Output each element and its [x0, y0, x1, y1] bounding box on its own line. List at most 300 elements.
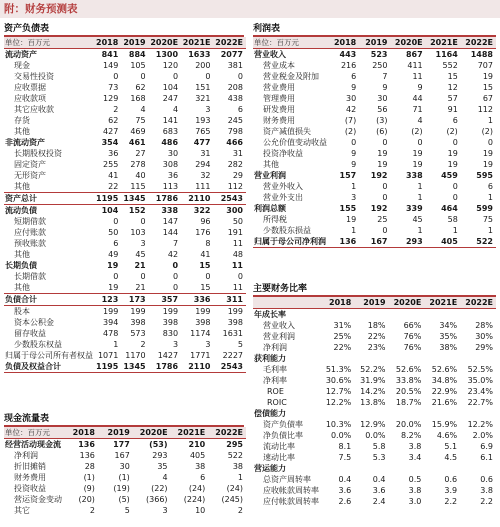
cell-value: 216: [340, 61, 357, 70]
cell-value: [389, 408, 425, 419]
cell-value: [320, 309, 354, 321]
cell-value: 278: [130, 160, 146, 169]
cell-value: 31.9%: [360, 376, 386, 385]
cell-value: 73: [108, 83, 119, 92]
cell-value: 20.5%: [395, 387, 422, 396]
cell-value: 22.9%: [431, 387, 458, 396]
cell-value: 4.6%: [436, 431, 458, 440]
cell-value: 5.1: [444, 442, 458, 451]
row-label: 年成长率: [254, 310, 286, 319]
cell-value: 115: [121, 181, 148, 193]
cell-value: 0.4: [338, 475, 352, 484]
cell-value: 282: [227, 160, 243, 169]
row-label: 应付帐款周转率: [263, 497, 319, 506]
cell-value: 9: [417, 83, 423, 92]
balance-sheet-table: [4, 37, 246, 373]
cell-value: 21: [134, 261, 146, 270]
balance-sheet-title-text: 资产负债表: [4, 24, 50, 34]
cell-value: 5.8: [372, 442, 386, 451]
cell-value: [389, 353, 425, 364]
cell-value: 18.7%: [395, 398, 422, 407]
cell-value: 427: [103, 127, 119, 136]
year-header: 2018: [94, 37, 121, 49]
table-row: [253, 192, 496, 203]
cell-value: 4: [162, 473, 168, 482]
cell-value: 13.8%: [360, 398, 386, 407]
cell-value: 1345: [121, 193, 148, 205]
cell-value: 2: [237, 506, 243, 515]
cell-value: 33.8%: [395, 376, 422, 385]
cell-value: 0: [172, 261, 179, 270]
cell-value: [354, 463, 388, 474]
cell-value: 293: [152, 451, 168, 460]
cell-value: 1170: [125, 351, 146, 360]
cell-value: 1: [487, 226, 493, 235]
row-label: 营业外支出: [263, 193, 303, 202]
year-header: 2020E: [389, 297, 425, 309]
cell-value: 798: [227, 127, 243, 136]
row-label: 应收帐款周转率: [263, 486, 319, 495]
ratios-title-text: 主要财务比率: [253, 284, 308, 294]
cell-value: 177: [113, 440, 130, 449]
cell-value: 1: [487, 193, 493, 202]
year-header: 2021E: [171, 427, 209, 439]
year-header: 2021E: [426, 37, 461, 49]
row-label: 资产减值损失: [263, 127, 311, 136]
cell-value: 10.3%: [325, 420, 352, 429]
cell-value: (22): [151, 484, 168, 493]
cell-value: 22: [94, 181, 121, 193]
cell-value: 354: [101, 138, 119, 147]
report-banner: 附：财务预测表: [0, 0, 500, 18]
cell-value: 3.8: [408, 442, 422, 451]
table-row: [253, 364, 496, 375]
cell-value: 2: [89, 506, 95, 515]
cell-value: 478: [103, 329, 119, 338]
cell-value: 19: [482, 149, 493, 158]
cell-value: 96: [200, 217, 211, 226]
table-row: [253, 397, 496, 408]
cell-value: 0: [452, 182, 458, 191]
table-header-row: [4, 37, 246, 49]
cell-value: (366): [146, 495, 168, 504]
cell-value: 111: [181, 181, 213, 193]
cell-value: 0: [382, 193, 388, 202]
cell-value: 25%: [333, 332, 352, 341]
cell-value: 8.1: [338, 442, 352, 451]
cell-value: 7: [382, 72, 388, 81]
cell-value: 398: [195, 318, 211, 327]
table-row: [4, 126, 246, 137]
row-label: 营业收入: [263, 321, 295, 330]
cell-value: 25: [377, 215, 388, 224]
cell-value: 443: [339, 50, 357, 59]
cell-value: 6: [487, 182, 493, 191]
row-label: 应付账款: [14, 228, 46, 237]
cell-value: 2: [140, 340, 146, 349]
cell-value: 1786: [149, 193, 181, 205]
cell-value: 141: [162, 116, 179, 125]
row-label: 营业利润: [263, 332, 295, 341]
cell-value: [320, 463, 354, 474]
cell-value: 15: [181, 282, 213, 294]
cell-value: 192: [370, 171, 388, 180]
row-label: 其他: [4, 282, 94, 294]
cell-value: (224): [183, 495, 206, 504]
cell-value: 19: [447, 149, 458, 158]
table-row: [4, 339, 246, 350]
cell-value: 28: [84, 462, 95, 471]
cell-value: 199: [162, 307, 179, 316]
table-row: [4, 317, 246, 328]
cell-value: 11: [232, 239, 243, 248]
table-row: [253, 236, 496, 248]
row-label: 少数股东损益: [263, 226, 311, 235]
cell-value: 12: [447, 83, 458, 92]
cell-value: 461: [128, 138, 146, 147]
cell-value: [354, 408, 388, 419]
row-label: 负债合计: [4, 294, 94, 306]
cell-value: 62: [108, 116, 119, 125]
cell-value: 841: [101, 50, 119, 59]
row-label: 固定资产: [14, 160, 46, 169]
cell-value: 469: [130, 127, 146, 136]
cell-value: 31: [200, 149, 211, 158]
cell-value: 112: [477, 105, 493, 114]
table-row: [4, 472, 246, 483]
cell-value: 1345: [121, 361, 148, 373]
row-label: 财务费用: [263, 116, 295, 125]
cell-value: 52.2%: [360, 365, 386, 374]
cell-value: (2): [446, 127, 458, 136]
cell-value: 405: [426, 236, 461, 248]
cell-value: 75: [135, 116, 146, 125]
cell-value: 49: [108, 250, 119, 259]
cell-value: 193: [195, 116, 211, 125]
cell-value: 293: [390, 236, 425, 248]
cell-value: 42: [167, 250, 179, 259]
table-row: [4, 294, 246, 306]
cell-value: (5): [118, 495, 130, 504]
cell-value: 136: [328, 236, 359, 248]
cell-value: 0: [452, 138, 458, 147]
table-row: [4, 205, 246, 217]
table-row: [4, 306, 246, 318]
cell-value: 12.2%: [467, 420, 493, 429]
table-row: [4, 148, 246, 159]
cell-value: 0.5: [408, 475, 422, 484]
table-row: [253, 159, 496, 170]
row-label: 财务费用: [14, 473, 46, 482]
cell-value: 45: [135, 250, 146, 259]
table-row: [4, 439, 246, 451]
row-label: 现金: [14, 61, 30, 70]
cell-value: 1771: [190, 351, 211, 360]
table-row: [253, 463, 496, 474]
cell-value: 595: [476, 171, 493, 180]
table-row: [253, 104, 496, 115]
year-header: 2018: [320, 297, 354, 309]
table-row: [4, 216, 246, 227]
cell-value: 884: [128, 50, 146, 59]
cell-value: 2.6: [338, 497, 352, 506]
cell-value: 295: [226, 440, 243, 449]
cashflow-title: [4, 411, 49, 424]
row-label: 其他: [263, 160, 279, 169]
income-statement-table: [253, 37, 496, 248]
cell-value: 765: [195, 127, 211, 136]
cell-value: 0: [140, 272, 146, 281]
cell-value: 58: [447, 215, 458, 224]
cell-value: 3: [140, 239, 146, 248]
cell-value: 1071: [97, 351, 119, 360]
table-row: [4, 461, 246, 472]
cell-value: 91: [447, 105, 458, 114]
unit-label: 单位：百万元: [4, 427, 63, 439]
cell-value: 19: [94, 282, 121, 294]
row-label: 其他: [4, 181, 94, 193]
cell-value: 30: [167, 149, 179, 158]
row-label: 净负债比率: [263, 431, 303, 440]
cell-value: 35%: [439, 332, 458, 341]
row-label: 归属于母公司所有者权益: [5, 351, 93, 360]
cell-value: 67: [482, 94, 493, 103]
cell-value: 199: [103, 307, 119, 316]
cell-value: 5.3: [372, 453, 386, 462]
cell-value: 1: [351, 182, 357, 191]
cell-value: 136: [78, 440, 95, 449]
cell-value: 321: [195, 94, 211, 103]
cell-value: 6.9: [480, 442, 493, 451]
cell-value: 22.7%: [467, 398, 493, 407]
row-label: 存货: [14, 116, 30, 125]
table-row: [4, 93, 246, 104]
cell-value: [354, 309, 388, 321]
cell-value: 1427: [157, 351, 179, 360]
cell-value: 45: [412, 215, 423, 224]
cell-value: 464: [441, 204, 458, 213]
cell-value: 75: [482, 215, 493, 224]
cell-value: 19: [377, 160, 388, 169]
cell-value: 3.8: [408, 486, 422, 495]
table-row: [4, 238, 246, 249]
cell-value: 1195: [94, 361, 121, 373]
cell-value: 176: [195, 228, 211, 237]
table-row: [253, 375, 496, 386]
row-label: 长期借款: [14, 272, 46, 281]
row-label: 投资净收益: [263, 149, 303, 158]
cell-value: 168: [130, 94, 146, 103]
year-header: 2018: [63, 427, 98, 439]
unit-label: 单位：百万元: [253, 37, 328, 49]
cell-value: (2): [481, 127, 493, 136]
cell-value: 459: [441, 171, 458, 180]
table-row: [4, 193, 246, 205]
cell-value: 6: [351, 72, 357, 81]
table-row: [4, 271, 246, 282]
cell-value: 113: [149, 181, 181, 193]
cell-value: 0: [113, 72, 119, 81]
cell-value: 155: [339, 204, 357, 213]
ratios-table: [253, 297, 496, 507]
year-header: 2022E: [461, 37, 496, 49]
cell-value: (7): [344, 116, 357, 125]
cell-value: 29: [232, 171, 243, 180]
cell-value: 3.6: [338, 486, 352, 495]
table-row: [253, 485, 496, 496]
table-row: [253, 181, 496, 192]
year-header: 2019: [359, 37, 390, 49]
cell-value: 15.9%: [431, 420, 458, 429]
cell-value: 149: [103, 61, 119, 70]
year-header: 2022E: [460, 297, 496, 309]
table-row: [253, 430, 496, 441]
cell-value: 7.5: [338, 453, 352, 462]
cell-value: 2: [113, 105, 119, 114]
year-header: 2020E: [133, 427, 171, 439]
cell-value: 3.4: [408, 453, 422, 462]
year-header: 2020E: [390, 37, 425, 49]
cell-value: 210: [188, 440, 206, 449]
cell-value: 6: [452, 116, 458, 125]
table-header-row: [253, 37, 496, 49]
year-header: 2022E: [208, 427, 246, 439]
cell-value: 6.1: [480, 453, 493, 462]
row-label: 应收票据: [14, 83, 46, 92]
cell-value: 250: [372, 61, 388, 70]
cell-value: (3): [376, 116, 388, 125]
row-label: 营业税金及附加: [263, 72, 319, 81]
cell-value: 1174: [190, 329, 211, 338]
cell-value: 103: [130, 228, 146, 237]
cell-value: 2.2: [480, 497, 493, 506]
cell-value: 5: [124, 506, 130, 515]
cell-value: 3: [172, 340, 179, 349]
cell-value: 1: [113, 340, 119, 349]
cell-value: 31%: [333, 321, 352, 330]
cell-value: 20.0%: [395, 420, 422, 429]
cell-value: [424, 463, 460, 474]
cell-value: 123: [94, 294, 121, 306]
cell-value: 51.3%: [325, 365, 352, 374]
cell-value: 2.2: [444, 497, 458, 506]
table-row: [4, 249, 246, 260]
table-row: [4, 71, 246, 82]
cell-value: 23.4%: [467, 387, 493, 396]
cell-value: 0: [382, 226, 388, 235]
cell-value: 255: [103, 160, 119, 169]
cell-value: 71: [412, 105, 423, 114]
cell-value: 338: [161, 206, 179, 215]
cell-value: 30.6%: [325, 376, 352, 385]
cell-value: 599: [476, 204, 493, 213]
cell-value: [424, 353, 460, 364]
cell-value: 9: [351, 160, 357, 169]
row-label: 营业费用: [263, 83, 295, 92]
cell-value: 41: [108, 171, 119, 180]
cell-value: 1195: [94, 193, 121, 205]
table-row: [4, 494, 246, 505]
cell-value: 19: [377, 149, 388, 158]
cell-value: 0.0%: [330, 431, 352, 440]
row-label: 流动负债: [5, 206, 37, 215]
table-row: [4, 227, 246, 238]
row-label: 留存收益: [14, 329, 46, 338]
cell-value: 1786: [149, 361, 181, 373]
row-label: 应收款项: [14, 94, 46, 103]
cell-value: 1: [351, 226, 357, 235]
cell-value: 339: [405, 204, 423, 213]
cell-value: 2.0%: [472, 431, 493, 440]
cell-value: 12.7%: [325, 387, 352, 396]
cell-value: 0.6: [480, 475, 493, 484]
table-row: [253, 452, 496, 463]
year-header: 2018: [328, 37, 359, 49]
cell-value: 0: [140, 217, 146, 226]
cell-value: 0.6: [444, 475, 458, 484]
cell-value: 683: [162, 127, 179, 136]
cell-value: 11: [214, 282, 247, 294]
cell-value: 208: [227, 83, 243, 92]
cell-value: 50: [232, 217, 243, 226]
cell-value: 6: [200, 473, 206, 482]
cell-value: 308: [162, 160, 179, 169]
cell-value: 35.0%: [467, 376, 493, 385]
cell-value: 1633: [188, 50, 211, 59]
cell-value: 38%: [439, 343, 458, 352]
row-label: 营业收入: [254, 50, 286, 59]
table-row: [253, 419, 496, 430]
cell-value: 52.5%: [467, 365, 493, 374]
cell-value: 1: [237, 473, 243, 482]
table-row: [4, 181, 246, 193]
cell-value: (1): [118, 473, 130, 482]
cell-value: 15: [447, 72, 458, 81]
table-row: [253, 331, 496, 342]
cell-value: 18%: [367, 321, 386, 330]
table-row: [4, 115, 246, 126]
cell-value: 200: [195, 61, 211, 70]
cell-value: 1164: [435, 50, 458, 59]
cell-value: 19: [107, 261, 119, 270]
cell-value: 311: [214, 294, 247, 306]
cell-value: 477: [193, 138, 211, 147]
cell-value: 15: [482, 83, 493, 92]
row-label: 资本公积金: [14, 318, 54, 327]
table-row: [253, 71, 496, 82]
cell-value: 152: [128, 206, 146, 215]
row-label: ROIC: [267, 398, 287, 407]
year-header: 2022E: [214, 37, 247, 49]
cell-value: 9: [351, 149, 357, 158]
table-row: [253, 408, 496, 419]
cell-value: 42: [346, 105, 357, 114]
cell-value: [460, 463, 496, 474]
row-label: 总资产周转率: [263, 475, 311, 484]
cell-value: 0.0%: [365, 431, 386, 440]
cell-value: 4: [417, 116, 423, 125]
row-label: 少数股东权益: [14, 340, 62, 349]
cell-value: 76%: [403, 343, 422, 352]
cell-value: 34.8%: [431, 376, 458, 385]
row-label: 净利率: [263, 376, 287, 385]
row-label: 其他: [14, 127, 30, 136]
table-row: [4, 328, 246, 339]
unit-label: [253, 297, 320, 309]
cell-value: 0: [113, 217, 119, 226]
cell-value: 0: [351, 138, 357, 147]
cell-value: 573: [130, 329, 146, 338]
